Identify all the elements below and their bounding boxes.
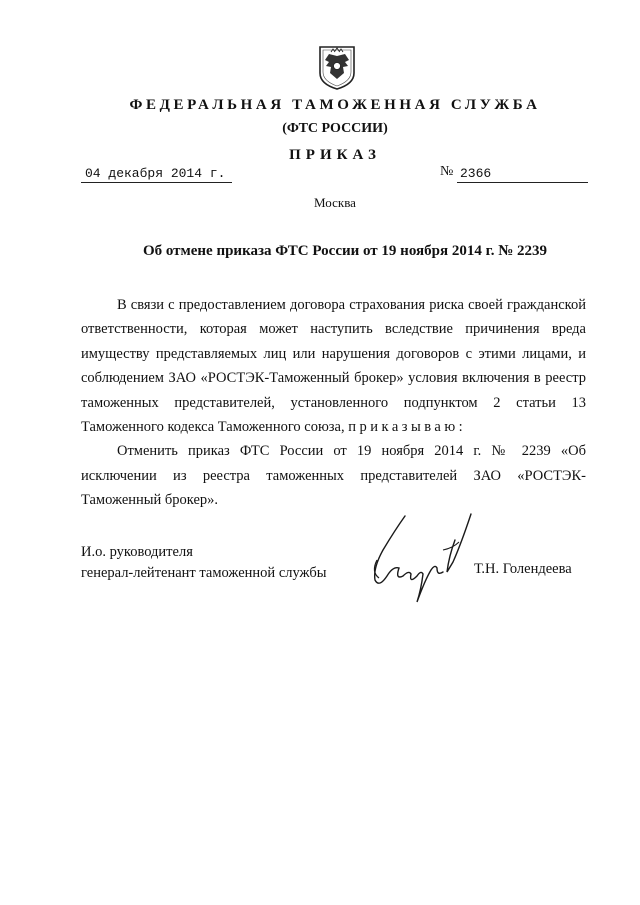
agency-name: ФЕДЕРАЛЬНАЯ ТАМОЖЕННАЯ СЛУЖБА	[129, 97, 541, 113]
order-directive: приказываю:	[348, 419, 467, 436]
document-type: ПРИКАЗ	[289, 147, 381, 163]
signer-name: Т.Н. Голендеева	[474, 561, 572, 577]
signatory-role	[81, 542, 327, 584]
city: Москва	[314, 195, 356, 210]
body-paragraph-1	[81, 293, 586, 439]
body-paragraph-2: Отменить приказ ФТС России от 19 ноября 2014 г. № 2239 «Об исключении из реестра таможенных представителей ЗАО «РОСТЭК-Таможенный брокер».	[81, 443, 586, 509]
document-body	[81, 293, 586, 513]
agency-short-name: (ФТС РОССИИ)	[282, 121, 388, 136]
order-number: 2366	[457, 166, 588, 183]
handwritten-signature-icon	[365, 510, 475, 610]
signatory-role-line-2: генерал-лейтенант таможенной службы	[81, 565, 327, 581]
document-title: Об отмене приказа ФТС России от 19 ноября 2014 г. № 2239	[142, 243, 548, 259]
order-date: 04 декабря 2014 г.	[81, 166, 232, 183]
coat-of-arms-emblem-icon	[317, 46, 357, 90]
order-number-label: №	[440, 164, 454, 179]
signatory-role-line-1: И.о. руководителя	[81, 544, 193, 560]
paragraph-1-text: В связи с предоставлением договора страхования риска своей гражданской ответственности, которая может наступить вследствие причинения вреда имуществу представляемых лиц или нарушения договоров с этими лицами, и соблюдением ЗАО «РОСТЭК-Таможенный брокер» условия включения в реестр таможенных представителей, установленного подпунктом 2 статьи 13 Таможенного кодекса Таможенного союза,	[81, 297, 586, 436]
